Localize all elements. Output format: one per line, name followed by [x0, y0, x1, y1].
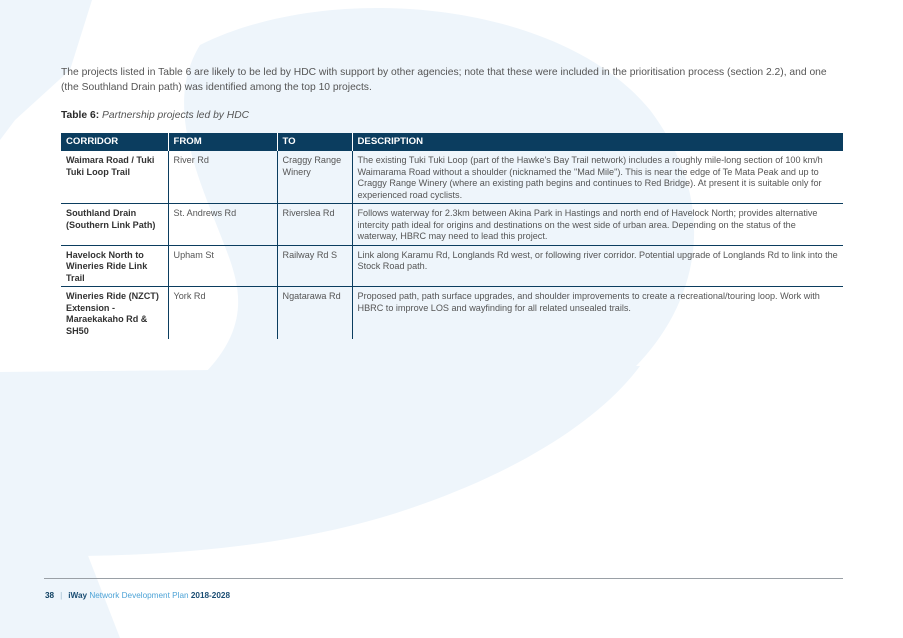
table-row: [61, 151, 843, 204]
column-header-from: FROM: [168, 133, 277, 151]
page-footer: [45, 591, 230, 600]
table-header-row: [61, 133, 843, 151]
corridor-cell: Southland Drain (Southern Link Path): [61, 204, 168, 246]
to-cell: Craggy Range Winery: [277, 151, 352, 204]
footer-brand: iWay: [68, 591, 88, 600]
partnership-projects-table: [61, 133, 843, 339]
column-header-description: DESCRIPTION: [352, 133, 843, 151]
table-caption-label: Table 6:: [61, 110, 100, 121]
page-number: 38: [45, 591, 55, 600]
column-header-corridor: CORRIDOR: [61, 133, 168, 151]
description-cell: Proposed path, path surface upgrades, and shoulder improvements to create a recreational/touring loop. Work with HBRC to improve LOS and wayfinding for all related unsealed trails.: [357, 291, 820, 313]
table-caption: [61, 110, 249, 121]
to-cell: Railway Rd S: [277, 245, 352, 287]
column-header-to: TO: [277, 133, 352, 151]
table-row: [61, 245, 843, 287]
corridor-cell: Waimara Road / Tuki Tuki Loop Trail: [61, 151, 168, 204]
corridor-cell: Wineries Ride (NZCT) Extension -Maraekakaho Rd & SH50: [61, 287, 168, 340]
table-row: [61, 287, 843, 340]
footer-separator: |: [60, 591, 63, 600]
from-cell: River Rd: [168, 151, 277, 204]
footer-divider: [44, 578, 843, 579]
from-cell: Upham St: [168, 245, 277, 287]
corridor-cell: Havelock North to Wineries Ride Link Trail: [61, 245, 168, 287]
table-caption-text: Partnership projects led by HDC: [102, 110, 250, 121]
table-row: [61, 204, 843, 246]
to-cell: Ngatarawa Rd: [277, 287, 352, 340]
from-cell: St. Andrews Rd: [168, 204, 277, 246]
footer-doc-title: Network Development Plan: [89, 591, 189, 600]
from-cell: York Rd: [168, 287, 277, 340]
description-cell: Follows waterway for 2.3km between Akina Park in Hastings and north end of Havelock North; provides alternative intercity path ideal for origins and destinations on the west side of urban area. Depending on the status of the waterway, HBRC may need to lead this project.: [352, 204, 843, 246]
footer-years: 2018-2028: [190, 591, 230, 600]
description-cell: Link along Karamu Rd, Longlands Rd west, or following river corridor. Potential upgrade of Longlands Rd to link into the Stock Road path.: [352, 245, 843, 287]
intro-paragraph: The projects listed in Table 6 are likely to be led by HDC with support by other agencies; note that these were included in the prioritisation process (section 2.2), and one (the Southland Drain path) was identified among the top 10 projects.: [61, 67, 827, 93]
description-cell: The existing Tuki Tuki Loop (part of the Hawke's Bay Trail network) includes a roughly mile-long section of 100 km/h Waimarama Road without a shoulder (nicknamed the "Mad Mile"). This is near the edge of Te Mata Peak and up to Craggy Range Winery (where an existing path begins and continues to Red Bridge). At present it is suitable only for experienced road cyclists.: [352, 151, 843, 204]
to-cell: Riverslea Rd: [277, 204, 352, 246]
